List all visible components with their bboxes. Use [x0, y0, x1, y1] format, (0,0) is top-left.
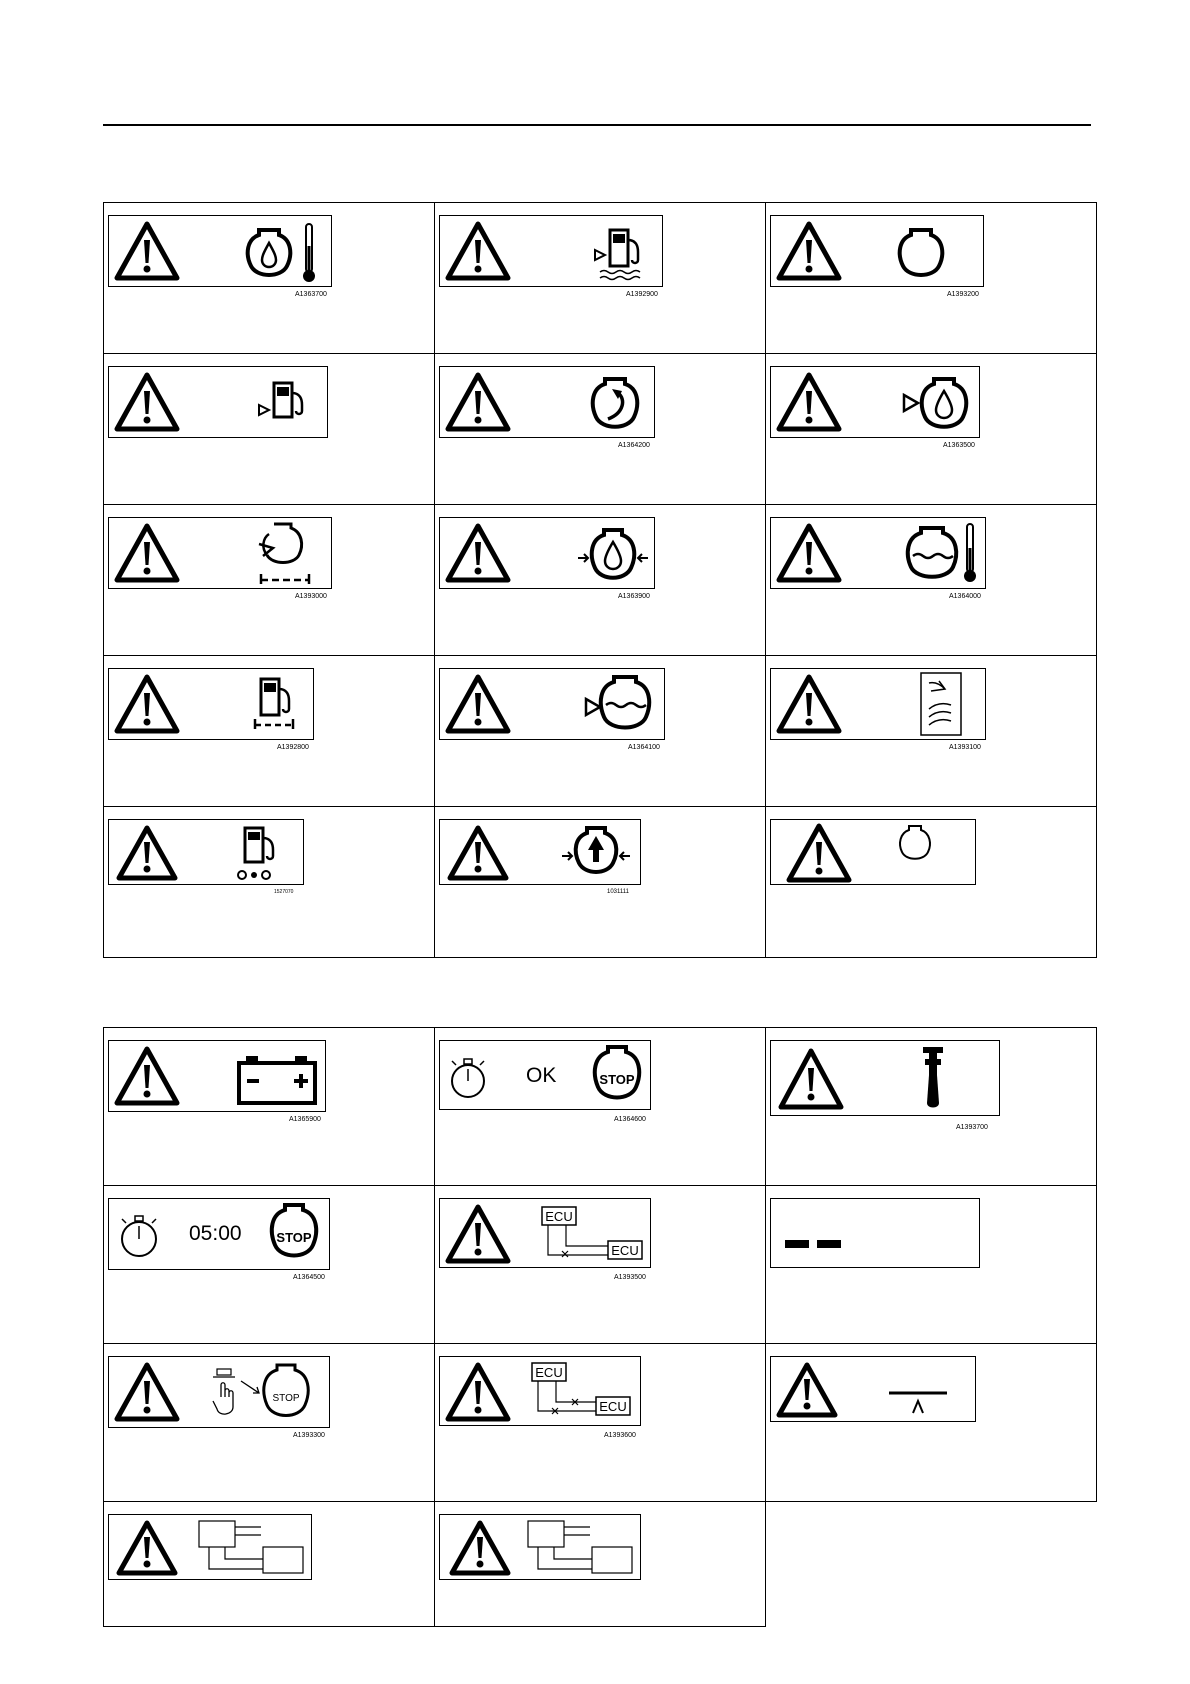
label-code: A1363900 [618, 593, 650, 600]
table-cell [435, 505, 766, 656]
label-code: A1364200 [618, 442, 650, 449]
fuel-in-water-icon [595, 230, 640, 280]
ecu-label: ECU [535, 1365, 563, 1380]
table-row [104, 656, 1097, 807]
warning-label [439, 215, 663, 287]
battery-icon [239, 1056, 315, 1103]
engine-stop-icon [272, 1205, 316, 1256]
label-code: A1393600 [604, 1432, 636, 1439]
warning-label [108, 366, 328, 438]
table-cell [104, 656, 435, 807]
warning-label [108, 1198, 330, 1270]
table-row [104, 1028, 1097, 1186]
header-rule [103, 124, 1091, 126]
label-code: A1364100 [628, 744, 660, 751]
warning-label [108, 517, 332, 589]
warning-label [108, 1040, 326, 1112]
oil-pressure-differential-icon [578, 530, 648, 578]
warning-label [439, 366, 655, 438]
table-cell [104, 203, 435, 354]
warning-label [770, 1198, 980, 1268]
warning-label [439, 1198, 651, 1268]
label-code: A1393200 [947, 291, 979, 298]
engine-overspeed-icon [259, 524, 309, 584]
warning-label [439, 1356, 641, 1426]
table-cell [104, 807, 435, 958]
table-cell [435, 1186, 766, 1344]
warning-label [439, 819, 641, 885]
table-cell [766, 1186, 1097, 1344]
stop-text: STOP [272, 1393, 300, 1404]
warning-symbols-table-2 [103, 1027, 1097, 1627]
label-code: A1364500 [293, 1274, 325, 1281]
table-cell [104, 505, 435, 656]
warning-label [770, 366, 980, 438]
ecu-label: ECU [599, 1399, 627, 1414]
warning-label [770, 819, 976, 885]
air-intake-icon [921, 673, 961, 735]
label-code: A1393700 [956, 1124, 988, 1131]
label-code: A1363700 [295, 291, 327, 298]
ok-text: OK [526, 1064, 557, 1087]
stop-text: STOP [599, 1072, 635, 1087]
ecu-communication-icon [542, 1207, 642, 1259]
table-cell [435, 807, 766, 958]
table-cell [435, 1028, 766, 1186]
ecu-label: ECU [545, 1209, 573, 1224]
module-communication-icon [199, 1521, 303, 1573]
table-cell [104, 1344, 435, 1502]
table-cell [104, 1028, 435, 1186]
table-cell [435, 1344, 766, 1502]
stopwatch-icon [122, 1216, 156, 1256]
table-cell [766, 656, 1097, 807]
table-cell [435, 656, 766, 807]
fuel-filter-icon [238, 828, 273, 879]
label-code: A1363500 [943, 442, 975, 449]
warning-label [439, 1040, 651, 1110]
warning-label [770, 668, 986, 740]
warning-label [439, 517, 655, 589]
label-code: A1393000 [295, 593, 327, 600]
table-row [104, 1344, 1097, 1502]
sensor-supply-icon [889, 1393, 947, 1413]
label-code: A1393100 [949, 744, 981, 751]
table-cell [104, 1502, 435, 1627]
label-code: 1031111 [607, 889, 630, 895]
table-row [104, 1186, 1097, 1344]
engine-oil-temperature-icon [248, 224, 315, 282]
engine-outline-icon [900, 230, 943, 275]
table-cell [435, 1502, 766, 1627]
table-cell [435, 203, 766, 354]
table-cell [435, 354, 766, 505]
table-row [104, 505, 1097, 656]
table-cell [766, 807, 1097, 958]
module-communication-2-icon [528, 1521, 632, 1573]
label-code: A1393300 [293, 1432, 325, 1439]
label-code: A1392900 [626, 291, 658, 298]
stop-text: STOP [276, 1230, 312, 1245]
table-cell [766, 505, 1097, 656]
table-cell [766, 1344, 1097, 1502]
table-row [104, 1502, 1097, 1627]
emergency-stop-icon [213, 1365, 308, 1416]
label-code: 1527070 [274, 889, 294, 895]
label-code: A1392800 [277, 744, 309, 751]
table-cell [104, 354, 435, 505]
warning-label [770, 1040, 1000, 1116]
table-cell [766, 203, 1097, 354]
ecu-label: ECU [611, 1243, 639, 1258]
table-cell [104, 1186, 435, 1344]
boost-pressure-icon [562, 828, 630, 872]
engine-stop-icon [595, 1047, 639, 1098]
label-code: A1364000 [949, 593, 981, 600]
service-tool-icon [923, 1047, 943, 1108]
stopwatch-icon [452, 1059, 484, 1097]
warning-label [770, 517, 986, 589]
warning-label [770, 215, 984, 287]
warning-label [439, 1514, 641, 1580]
warning-label [108, 215, 332, 287]
warning-label [108, 1356, 330, 1428]
warning-label [439, 668, 665, 740]
coolant-temperature-icon [908, 524, 976, 582]
warning-triangle-icon [117, 224, 177, 278]
countdown-text: 05:00 [189, 1222, 242, 1245]
label-code: A1364600 [614, 1116, 646, 1123]
dash-display-icon [785, 1240, 841, 1248]
warning-label [108, 819, 304, 885]
coolant-pressure-icon [586, 677, 649, 728]
warning-label [108, 668, 314, 740]
label-code: A1393500 [614, 1274, 646, 1281]
table-cell-empty [766, 1502, 1096, 1626]
engine-outline-small-icon [900, 826, 930, 859]
warning-label [770, 1356, 976, 1422]
oil-pressure-icon [904, 379, 966, 427]
ecu-communication-fault-icon [532, 1363, 630, 1415]
warning-label [108, 1514, 312, 1580]
table-row [104, 203, 1097, 354]
fuel-pressure-icon [259, 383, 302, 417]
table-cell [766, 1028, 1097, 1186]
table-row [104, 354, 1097, 505]
fuel-level-low-icon [255, 679, 293, 729]
engine-speed-icon [593, 379, 637, 427]
table-cell [766, 354, 1097, 505]
label-code: A1365900 [289, 1116, 321, 1123]
table-row [104, 807, 1097, 958]
warning-symbols-table [103, 202, 1097, 958]
